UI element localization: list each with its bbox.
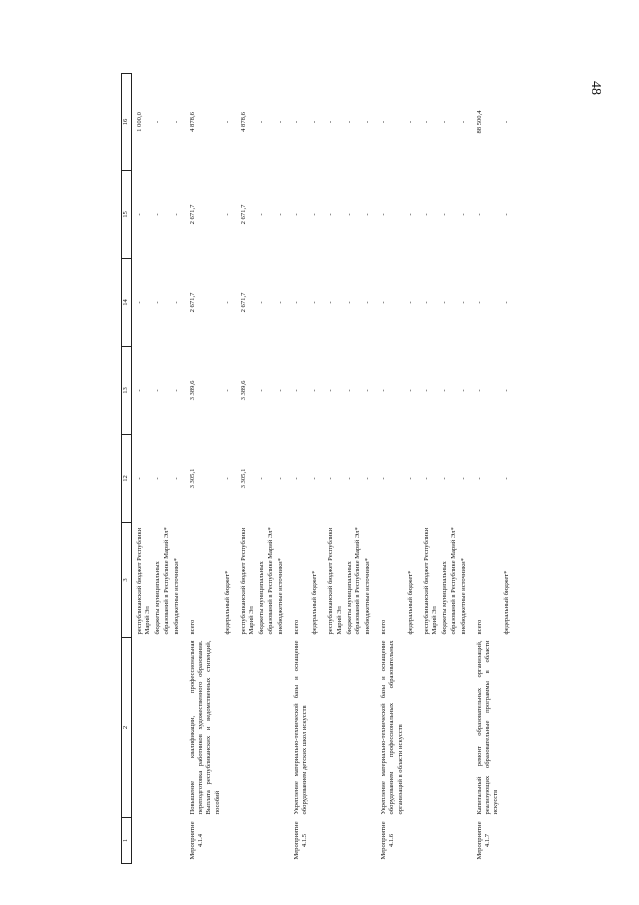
table-row [276, 74, 292, 864]
value-cell: - [223, 120, 231, 124]
table-row [502, 74, 518, 864]
table-row [172, 74, 188, 864]
table-header [122, 74, 132, 864]
value-cell: - [258, 477, 266, 480]
table-row [345, 74, 363, 864]
value-cell: - [422, 213, 430, 216]
table-row [363, 74, 379, 864]
measure-code-cell [422, 818, 440, 864]
value-cell: - [422, 477, 430, 480]
value-cell: - [136, 389, 143, 392]
funding-source-cell: внебюджетные источники* [172, 558, 180, 635]
value-cell: - [154, 301, 162, 304]
value-cell: - [327, 389, 335, 392]
value-cell: - [292, 477, 300, 480]
value-cell: 4 878,6 [188, 112, 196, 132]
funding-source-cell: всего [475, 619, 483, 635]
value-cell: - [441, 301, 449, 304]
measure-code-cell [276, 818, 292, 864]
measure-code-cell [459, 818, 475, 864]
measure-description-cell [257, 638, 275, 818]
value-cell: - [364, 477, 372, 480]
measure-description-cell [345, 638, 363, 818]
funding-source-cell: внебюджетные источники* [459, 558, 467, 635]
value-cell: - [292, 389, 300, 392]
measure-code-cell [363, 818, 379, 864]
value-cell: - [406, 389, 414, 392]
funding-source-cell: федеральный бюджет* [223, 570, 231, 635]
value-cell: - [276, 120, 284, 124]
value-cell: - [380, 213, 388, 216]
value-cell: - [406, 301, 414, 304]
measure-description-cell [422, 638, 440, 818]
measure-description-cell [363, 638, 379, 818]
value-cell: - [502, 389, 510, 392]
table-row [292, 74, 310, 864]
value-cell: - [459, 301, 467, 304]
value-cell: 4 878,6 [239, 112, 247, 132]
value-cell: 2 671,7 [188, 204, 196, 225]
value-cell: - [223, 213, 231, 216]
value-cell: - [459, 120, 467, 124]
value-cell: - [258, 120, 266, 124]
value-cell: - [364, 389, 372, 392]
column-header: 14 [122, 259, 132, 347]
measure-description-cell [223, 638, 239, 818]
value-cell: - [154, 389, 162, 392]
value-cell: - [422, 301, 430, 304]
value-cell: - [154, 213, 162, 216]
value-cell: 2 671,7 [239, 292, 247, 313]
measure-code-cell [310, 818, 326, 864]
measure-code-cell [326, 818, 344, 864]
funding-source-cell: республиканский бюджет Республики Марий Эл [327, 527, 343, 635]
measure-code-cell [172, 818, 188, 864]
value-cell: - [345, 213, 353, 216]
value-cell: - [364, 120, 372, 124]
table-row [440, 74, 458, 864]
funding-source-cell: республиканский бюджет Республики Марий Эл [239, 527, 256, 635]
measure-code-cell [257, 818, 275, 864]
value-cell: - [276, 213, 284, 216]
funding-source-cell: бюджеты муниципальных образований в Республике Марий Эл* [345, 527, 361, 635]
value-cell: 88 500,4 [475, 110, 483, 134]
value-cell: - [380, 120, 388, 124]
value-cell: - [406, 120, 414, 124]
value-cell: 3 389,6 [239, 380, 247, 401]
table-row [239, 74, 257, 864]
measure-description-cell [310, 638, 326, 818]
measure-description-cell [406, 638, 422, 818]
value-cell: - [223, 477, 231, 480]
table-row [188, 74, 223, 864]
value-cell: - [276, 301, 284, 304]
value-cell: - [327, 120, 335, 124]
value-cell: - [502, 301, 510, 304]
value-cell: - [459, 213, 467, 216]
value-cell: 3 305,1 [239, 468, 247, 489]
table-row [257, 74, 275, 864]
value-cell: - [406, 477, 414, 480]
funding-source-cell: внебюджетные источники* [364, 558, 372, 635]
value-cell: - [223, 389, 231, 392]
value-cell: - [276, 389, 284, 392]
value-cell: - [292, 120, 300, 124]
measure-description-cell [132, 638, 154, 818]
value-cell: - [475, 301, 483, 304]
value-cell: 1 000,0 [136, 112, 143, 132]
table-row [153, 74, 171, 864]
measure-description-cell [153, 638, 171, 818]
value-cell: - [459, 389, 467, 392]
measure-description-cell: Укрепление материально-технической базы и оснащение оборудованием профессиональных образовательных организаций в области искусств [380, 640, 404, 815]
value-cell: - [311, 120, 319, 124]
value-cell: - [172, 301, 180, 304]
measure-description-cell [502, 638, 518, 818]
measure-code-cell [223, 818, 239, 864]
value-cell: - [258, 389, 266, 392]
financing-table [121, 73, 518, 864]
value-cell: - [475, 389, 483, 392]
value-cell: - [380, 301, 388, 304]
column-header: 2 [122, 638, 132, 818]
value-cell: - [380, 389, 388, 392]
measure-description-cell [459, 638, 475, 818]
funding-source-cell: федеральный бюджет* [311, 570, 319, 635]
value-cell: - [327, 213, 335, 216]
column-header: 13 [122, 347, 132, 435]
value-cell: - [459, 477, 467, 480]
value-cell: - [276, 477, 284, 480]
value-cell: 2 671,7 [188, 292, 196, 313]
value-cell: - [345, 120, 353, 124]
table-row [326, 74, 344, 864]
funding-source-cell: республиканский бюджет Республики Марий Эл [136, 527, 152, 635]
value-cell: - [311, 477, 319, 480]
value-cell: - [502, 120, 510, 124]
column-header: 12 [122, 435, 132, 523]
table-row [310, 74, 326, 864]
column-header: 3 [122, 523, 132, 638]
value-cell: - [475, 213, 483, 216]
funding-source-cell: республиканский бюджет Республики Марий Эл [422, 527, 439, 635]
value-cell: - [345, 477, 353, 480]
value-cell: 2 671,7 [239, 204, 247, 225]
value-cell: - [292, 213, 300, 216]
value-cell: - [406, 213, 414, 216]
measure-code-cell: Мероприятие 4.1.6 [380, 821, 396, 860]
value-cell: - [292, 301, 300, 304]
measure-code-cell [440, 818, 458, 864]
value-cell: - [154, 120, 162, 124]
measure-description-cell [276, 638, 292, 818]
value-cell: - [172, 120, 180, 124]
table-row [459, 74, 475, 864]
measure-code-cell [153, 818, 171, 864]
value-cell: - [502, 213, 510, 216]
value-cell: - [327, 477, 335, 480]
measure-description-cell: Укрепление материально-технической базы и оснащение оборудованием детских школ искусств [292, 640, 309, 815]
value-cell: - [172, 389, 180, 392]
value-cell: - [136, 477, 143, 480]
value-cell: 3 389,6 [188, 380, 196, 401]
measure-description-cell [239, 638, 257, 818]
page-number: 48 [588, 81, 603, 95]
value-cell: - [172, 477, 180, 480]
value-cell: - [154, 477, 162, 480]
funding-source-cell: всего [380, 619, 388, 635]
funding-source-cell: всего [292, 619, 300, 635]
value-cell: - [311, 213, 319, 216]
measure-code-cell [345, 818, 363, 864]
value-cell: - [311, 301, 319, 304]
value-cell: - [422, 389, 430, 392]
measure-description-cell: Капитальный ремонт образовательных организаций, реализующих образовательные программы в области искусств [475, 640, 500, 815]
measure-code-cell [406, 818, 422, 864]
table-row [379, 74, 406, 864]
table-row [475, 74, 502, 864]
value-cell: - [327, 301, 335, 304]
value-cell: - [364, 301, 372, 304]
value-cell: - [441, 120, 449, 124]
table-row [406, 74, 422, 864]
table-row [223, 74, 239, 864]
table-row [132, 74, 154, 864]
measure-description-cell [326, 638, 344, 818]
funding-source-cell: внебюджетные источники* [276, 558, 284, 635]
measure-code-cell: Мероприятие 4.1.7 [475, 821, 492, 860]
measure-code-cell [132, 818, 154, 864]
measure-description-cell: Повышение квалификации, профессиональная переподготовка работников художественного образования. Выплата республиканских и ведомственных стипендий, пособий [188, 640, 221, 815]
value-cell: 3 305,1 [188, 468, 196, 489]
value-cell: - [136, 301, 143, 304]
value-cell: - [441, 389, 449, 392]
funding-source-cell: бюджеты муниципальных образований в Республике Марий Эл* [154, 527, 170, 635]
value-cell: - [258, 213, 266, 216]
column-header: 16 [122, 74, 132, 171]
measure-code-cell [502, 818, 518, 864]
funding-source-cell: федеральный бюджет* [406, 570, 414, 635]
column-header: 1 [122, 818, 132, 864]
measure-code-cell: Мероприятие 4.1.4 [188, 821, 205, 860]
measure-description-cell [440, 638, 458, 818]
table-body [132, 74, 518, 864]
value-cell: - [258, 301, 266, 304]
measure-code-cell [239, 818, 257, 864]
value-cell: - [441, 477, 449, 480]
rotated-table-sheet [121, 74, 639, 864]
table-row [422, 74, 440, 864]
value-cell: - [345, 301, 353, 304]
funding-source-cell: всего [188, 619, 196, 635]
measure-code-cell: Мероприятие 4.1.5 [292, 821, 309, 860]
funding-source-cell: бюджеты муниципальных образований в Республике Марий Эл* [441, 527, 457, 635]
value-cell: - [502, 477, 510, 480]
value-cell: - [380, 477, 388, 480]
funding-source-cell: федеральный бюджет* [502, 570, 510, 635]
value-cell: - [311, 389, 319, 392]
value-cell: - [223, 301, 231, 304]
value-cell: - [422, 120, 430, 124]
value-cell: - [441, 213, 449, 216]
funding-source-cell: бюджеты муниципальных образований в Республике Марий Эл* [258, 527, 274, 635]
column-header: 15 [122, 171, 132, 259]
measure-description-cell [172, 638, 188, 818]
value-cell: - [345, 389, 353, 392]
value-cell: - [364, 213, 372, 216]
value-cell: - [475, 477, 483, 480]
value-cell: - [136, 213, 143, 216]
value-cell: - [172, 213, 180, 216]
